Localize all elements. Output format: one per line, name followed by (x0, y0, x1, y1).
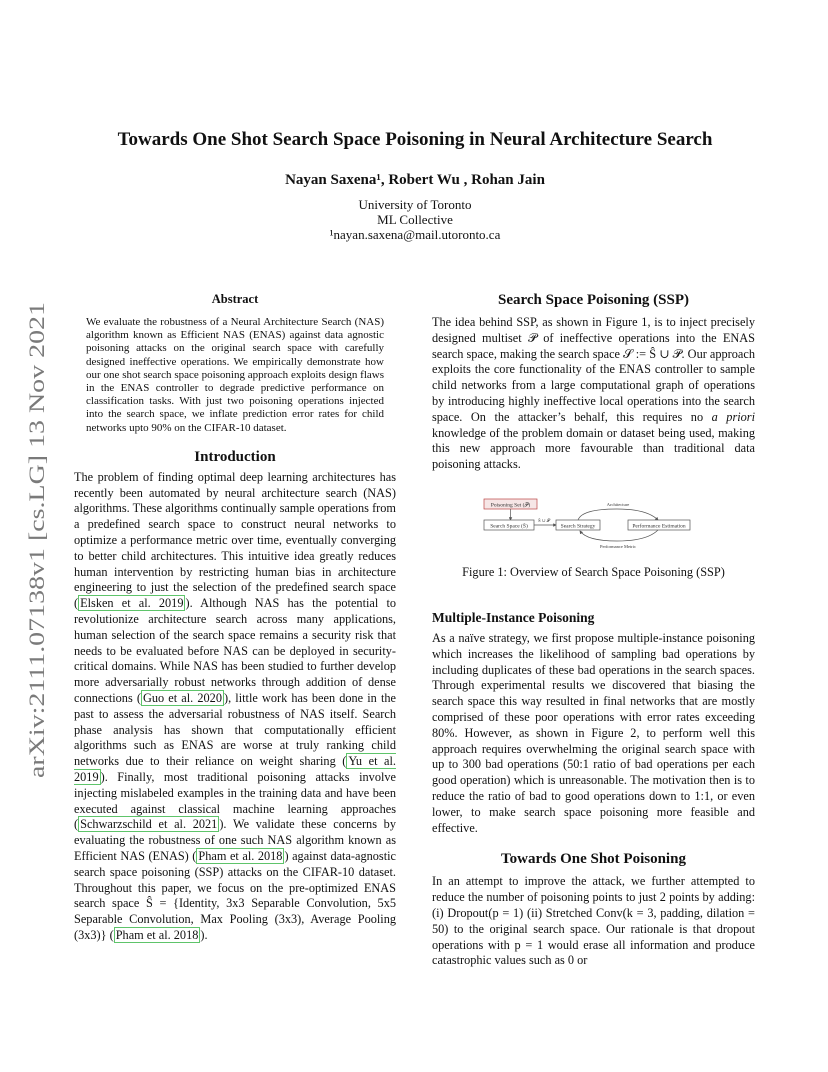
affiliation-email: ¹nayan.saxena@mail.utoronto.ca (329, 227, 501, 242)
multiple-instance-text: As a naïve strategy, we first propose multiple-instance poisoning which increases the likelihood of sampling bad operations by including duplicates of these bad operations in the search spaces. Through experimental results we discovered that biasing the search space this way resulted in final networks that are mostly comprised of these poor operations with error rates exceeding 80%. However, as shown in Figure 2, to perform well this approach requires overwhelming the original search space with up to 300 bad operations (50:1 ratio of bad operations per each good operation) which is unreasonable. The motivation then is to reduce the ratio of bad to good operations down to 1:1, or even lower, to make search space poisoning more feasible and effective. (432, 630, 755, 835)
ssp-heading: Search Space Poisoning (SSP) (498, 292, 689, 308)
affiliation-university: University of Toronto (358, 197, 472, 212)
citation-link[interactable]: Elsken et al. 2019 (80, 596, 184, 611)
introduction-text: The problem of finding optimal deep learning architectures has recently been automated by neural architecture search (NAS) algorithms. These algorithms continually sample operations from a predefined search space to construct neural networks to optimize a performance metric over time, eventually converging to better child architectures. This intuitive idea greatly reduces human intervention by restricting human bias in architecture engineering to just the selection of the predefined search space ( Elsken et al. 2019 ). Although NAS has the potential to revolutionize architecture search across many applications, human selection of the search space remains a security risk that needs to be evaluated before NAS can be deployed in security-critical domains. While NAS has been studied to further develop more adversarially robust networks through addition of dense connections ( Guo et al. 2020 ), little work has been done in the past to assess the adversarial robustness of NAS itself. Search phase analysis has shown that computationally efficient algorithms such as ENAS are worse at truly ranking child networks due to their reliance on weight sharing ( Yu et al. 2019 ). Finally, most traditional poisoning attacks involve injecting mislabeled examples in the training data and have been executed against classical machine learning approaches ( Schwarzschild et al. 2021 ). We validate these concerns by evaluating the robustness of one such NAS algorithm known as Efficient NAS (ENAS) ( Pham et al. 2018 ) against data-agnostic search space poisoning (SSP) attacks on the CIFAR-10 dataset. Throughout this paper, we focus on the pre-optimized ENAS search space Ŝ = {Identity, 3x3 Separable Convolution, 5x5 Separable Convolution, Max Pooling (3x3), Average Pooling (3x3)} ( Pham et al. 2018 ). (74, 469, 397, 942)
arxiv-stamp (14, 300, 54, 780)
union-label: Ŝ ∪ 𝒫 (538, 517, 550, 523)
ssp-text: The idea behind SSP, as shown in Figure 1, is to inject precisely designed multiset 𝒫 of ineffective operations into the ENAS search space, making the search space 𝒮 := Ŝ ∪ 𝒫. Our approach exploits the core functionality of the ENAS controller to sample child networks from a large computational graph of operations by introducing highly ineffective local operations into the search space. On the attacker’s behalf, this requires no a priori knowledge of the problem domain or dataset being used, making this new approach more favourable than traditional data poisoning attacks. (432, 315, 755, 472)
citation-link[interactable]: Guo et al. 2020 (142, 690, 222, 705)
citation-link[interactable]: Schwarzschild et al. 2021 (80, 817, 218, 832)
citation-link[interactable]: Pham et al. 2018 (198, 848, 283, 863)
multiple-instance-heading: Multiple-Instance Poisoning (432, 609, 595, 625)
introduction-heading: Introduction (194, 448, 276, 465)
figure-1-diagram (432, 495, 755, 555)
arxiv-stamp-text: arXiv:2111.07138v1 [cs.LG] 13 Nov 2021 (24, 403, 49, 778)
search-strategy-label: Search Strategy (560, 523, 596, 530)
affiliation (60, 197, 770, 242)
abstract-heading: Abstract (211, 292, 259, 306)
one-shot-text: In an attempt to improve the attack, we further attempted to reduce the number of poisoning points to just 2 points by adding: (i) Dropout(p = 1) (ii) Stretched Conv(k = 3, padding, dilation = 50) to the original search space. Our rationale is that dropout operations with p = 1 would erase all information and produce catastrophic values such as 0 or (432, 874, 755, 968)
left-column (74, 292, 396, 944)
search-space-label: Search Space (Ŝ) (490, 523, 528, 530)
architecture-label: Architecture (606, 501, 630, 507)
paper-title: Towards One Shot Search Space Poisoning in Neural Architecture Search (117, 129, 713, 150)
abstract-text: We evaluate the robustness of a Neural Architecture Search (NAS) algorithm known as Efficient NAS (ENAS) against data agnostic poisoning attacks on the original search space with carefully designed ineffective operations. We empirically demonstrate how our one shot search space poisoning approach exploits design flaws in the ENAS controller to degrade predictive performance on classification tasks. With just two poisoning operations injected into the search space, we inflate prediction error rates for child networks upto 90% on the CIFAR-10 dataset. (86, 316, 384, 434)
author-list: Nayan Saxena¹, Robert Wu , Rohan Jain (285, 172, 545, 188)
performance-estimation-label: Performance Estimation (632, 523, 686, 530)
one-shot-heading: Towards One Shot Poisoning (501, 851, 686, 868)
performance-metric-label: Performance Metric (599, 543, 637, 549)
citation-link[interactable]: Yu et al. 2019 (74, 754, 396, 784)
affiliation-collective: ML Collective (377, 212, 453, 227)
right-column (432, 292, 755, 969)
poisoning-set-label: Poisoning Set (𝒫) (490, 502, 531, 509)
citation-link[interactable]: Pham et al. 2018 (115, 927, 199, 942)
figure-1-caption: Figure 1: Overview of Search Space Poisoning (SSP) (462, 564, 725, 579)
